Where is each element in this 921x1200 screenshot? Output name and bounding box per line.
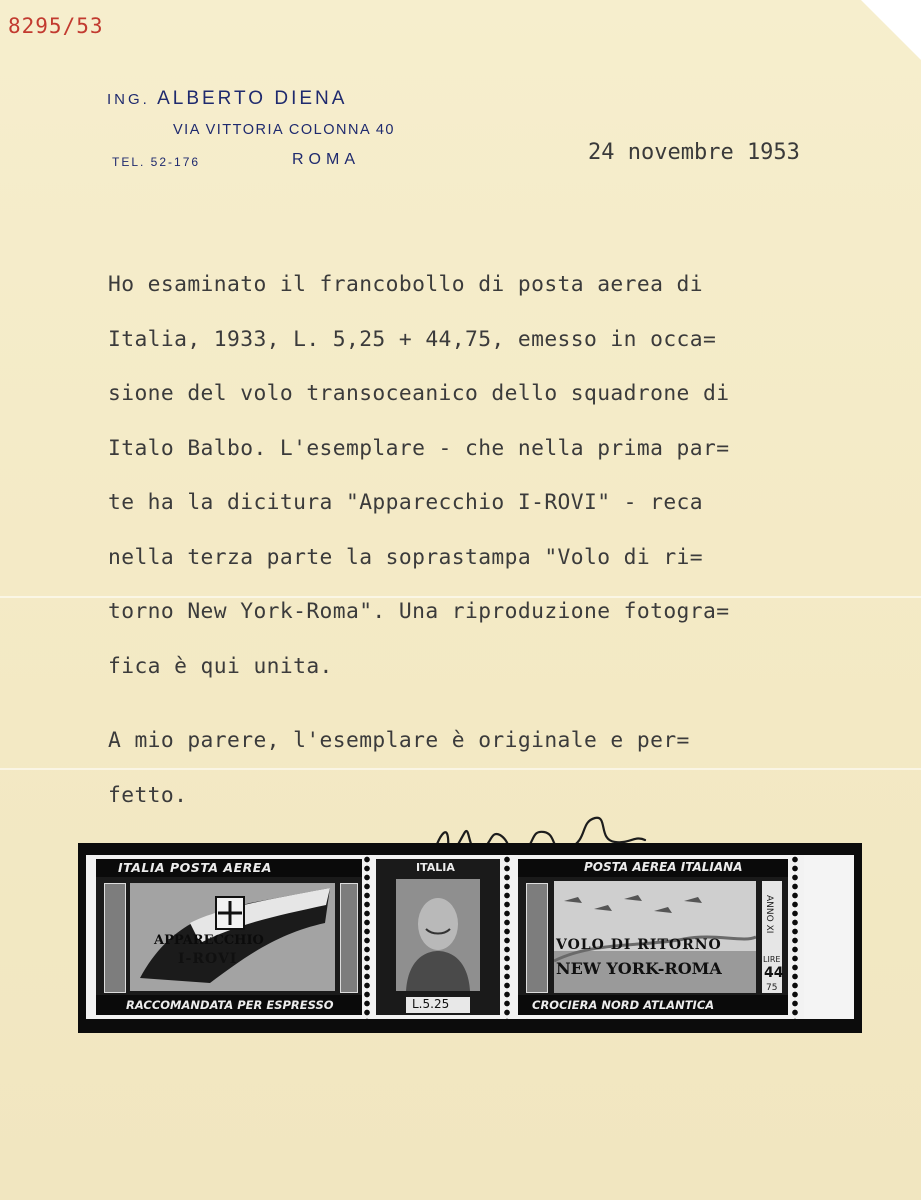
sheet-margin (804, 855, 854, 1019)
letterhead-city: ROMA (292, 151, 360, 168)
stamp-center-value: L.5.25 (412, 997, 450, 1011)
opinion-line: A mio parere, l'esemplare è originale e per= (108, 728, 690, 753)
body-line: Ho esaminato il francobollo di posta aerea di (108, 272, 703, 297)
stamp-right-value: 44 (764, 965, 784, 981)
body-line: nella terza parte la soprastampa "Volo di ri= (108, 544, 703, 570)
stamp-center (376, 859, 500, 1015)
stamp-left-bottom-label: RACCOMANDATA PER ESPRESSO (126, 998, 334, 1012)
body-line: Italia, 1933, L. 5,25 + 44,75, emesso in occa= (108, 326, 717, 352)
body-line: torno New York-Roma". Una riproduzione fotogra= (108, 599, 730, 624)
letterhead-name-text: ALBERTO DIENA (157, 88, 348, 109)
stamp-right-overprint-1: VOLO DI RITORNO (556, 937, 722, 953)
perforation (502, 855, 512, 1019)
stamp-left-top-label: ITALIA POSTA AEREA (118, 860, 272, 875)
letterhead-street: VIA VITTORIA COLONNA 40 (173, 122, 395, 138)
stamp-right-value-cents: 75 (766, 983, 778, 993)
body-line: sione del volo transoceanico dello squadrone di (108, 381, 730, 406)
letterhead-phone: TEL. 52-176 (112, 155, 201, 169)
stamp-right-side-text: ANNO XI (764, 895, 774, 934)
body-line: fica è qui unita. (108, 653, 333, 679)
perforation (790, 855, 800, 1019)
stamp-right-top-label: POSTA AEREA ITALIANA (584, 860, 743, 874)
letterhead-name-prefix: ING. (107, 91, 150, 108)
stamp-center-top-label: ITALIA (416, 861, 455, 874)
letterhead-name (107, 88, 347, 110)
paper-corner (861, 0, 921, 60)
opinion-line: fetto. (108, 782, 188, 808)
certificate-body (108, 263, 898, 828)
body-line: Italo Balbo. L'esemplare - che nella prima par= (108, 435, 730, 461)
stamp-left (96, 859, 362, 1015)
stamp-right-overprint-2: NEW YORK-ROMA (556, 959, 722, 978)
stamp-photo (78, 843, 862, 1033)
stamp-left-overprint-1: APPARECCHIO (154, 933, 264, 948)
stamp-right-value-unit: LIRE (763, 955, 781, 964)
body-line: te ha la dicitura "Apparecchio I-ROVI" - reca (108, 490, 703, 515)
stamp-right-bottom-label: CROCIERA NORD ATLANTICA (532, 998, 715, 1012)
reference-number: 8295/53 (8, 14, 104, 38)
document-date: 24 novembre 1953 (588, 140, 800, 165)
portrait-illustration (396, 879, 480, 991)
perforation (362, 855, 372, 1019)
stamp-left-overprint-2: I-ROVI (178, 951, 238, 967)
stamp-right (518, 859, 788, 1015)
